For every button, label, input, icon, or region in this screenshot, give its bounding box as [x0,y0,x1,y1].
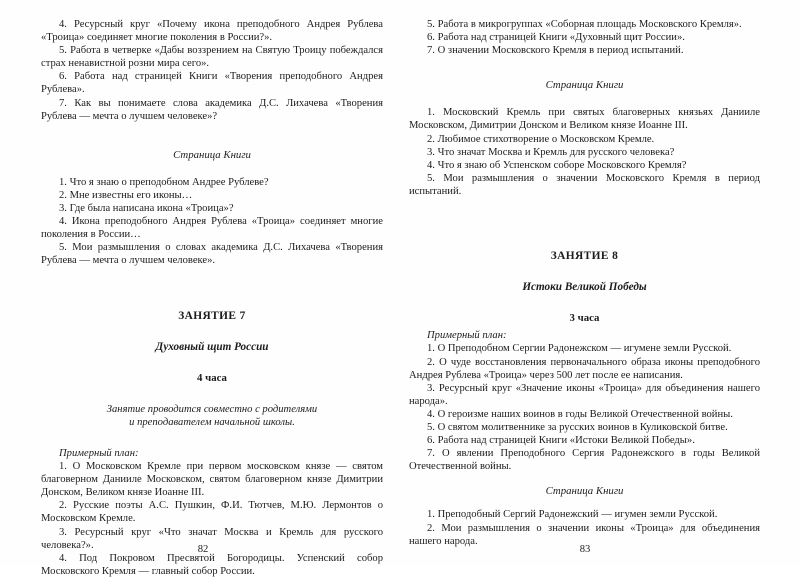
list-item: 1. Что я знаю о преподобном Андрее Рублеве? [59,176,269,188]
spacer [41,323,383,341]
spacer [41,429,383,447]
book-page-heading: Страница Книги [545,79,624,92]
spacer [41,354,383,372]
list-item: 4. Что я знаю об Успенском соборе Московского Кремля? [427,159,687,171]
list-item: 4. Под Покровом Пресвятой Богородицы. Успенский собор Московского Кремля — главный собор России. [41,552,383,577]
spacer [409,473,760,485]
list-item: 1. О Преподобном Сергии Радонежском — игумене земли Русской. [427,343,732,355]
list-item: 2. Мне известны его иконы… [59,189,193,201]
list-item: 2. О чуде восстановления первоначального образа иконы преподобного Андрея Рублева «Троица» через 500 лет после ее написания. [409,356,760,381]
list-item: 5. О святом молитвеннике за русских воинов в Куликовской битве. [427,421,728,433]
list-item: 7. О значении Московского Кремля в период испытаний. [427,45,684,57]
right-continued-list [409,18,760,57]
spacer [41,162,383,176]
plan-label: Примерный план: [59,447,139,459]
spacer [41,298,383,310]
spacer [409,198,760,228]
page-number-left: 82 [197,544,209,555]
lesson-title: Духовный щит России [155,340,269,353]
list-item: 5. Работа в микрогруппах «Соборная площадь Московского Кремля». [427,19,742,30]
lesson-title: Истоки Великой Победы [522,281,647,294]
lesson-note-line-1: Занятие проводится совместно с родителями [106,403,318,415]
list-item: 4. Ресурсный круг «Почему икона преподобного Андрея Рублева «Троица» соединяет многие поколения в России?». [41,19,383,44]
list-item: 3. Где была написана икона «Троица»? [59,203,234,215]
list-item: 3. Что значат Москва и Кремль для русского человека? [427,146,675,158]
spacer [409,263,760,281]
right-page-column [409,18,760,547]
lesson-number-heading: ЗАНЯТИЕ 7 [178,309,246,322]
list-item: 3. Ресурсный круг «Значение иконы «Троица» для объединения нашего народа». [409,382,760,407]
right-book-page-items [409,106,760,198]
spacer [41,385,383,403]
list-item: 5. Мои размышления о словах академика Д.С. Лихачева «Творения Рублева — мечта о лучшем человеке». [41,242,383,267]
left-plan-items [41,460,383,578]
book-page-heading: Страница Книги [173,148,251,161]
lesson-note-line-2: и преподавателем начальной школы. [129,416,295,428]
list-item: 1. Московский Кремль при святых благоверных князьях Данииле Московском, Димитрии Донском и Великом князе Иоанне III. [409,107,760,132]
list-item: 2. Русские поэты А.С. Пушкин, Ф.И. Тютчев, М.Ю. Лермонтов о Московском Кремле. [41,500,383,525]
list-item: 3. Ресурсный круг «Что значат Москва и Кремль для русского человека?». [41,526,383,551]
lesson-number-heading: ЗАНЯТИЕ 8 [550,250,619,263]
list-item: 6. Работа над страницей Книги «Творения преподобного Андрея Рублева». [41,71,383,96]
lesson-hours: 4 часа [197,371,227,384]
list-item: 7. Как вы понимаете слова академика Д.С. Лихачева «Творения Рублева — мечта о лучшем человеке»? [41,97,383,122]
spacer [409,92,760,106]
lesson-hours: 3 часа [569,312,600,325]
list-item: 1. О Московском Кремле при первом московском князе — святом благоверном Данииле Московском, святом благоверном князе Димитрии Донском, Великом князе Иоанне III. [41,461,383,499]
spacer [409,228,760,250]
spacer [409,294,760,312]
list-item: 4. О героизме наших воинов в годы Великой Отечественной войны. [427,408,733,420]
list-item: 4. Икона преподобного Андрея Рублева «Троица» соединяет многие поколения в России… [41,216,383,241]
list-item: 5. Мои размышления о значении Московского Кремля в период испытаний. [409,172,760,197]
right-lesson-book-page-items [409,508,760,547]
book-page-heading: Страница Книги [545,485,624,498]
spacer [41,268,383,298]
list-item: 7. О явлении Преподобного Сергия Радонежского в годы Великой Отечественной войны. [409,448,760,473]
spacer [41,123,383,149]
list-item: 6. Работа над страницей Книги «Духовный щит России». [427,32,685,44]
list-item: 5. Работа в четверке «Дабы воззрением на Святую Троицу побеждался страх ненавистной розни мира сего». [41,45,383,70]
spacer [409,498,760,508]
page-number-right: 83 [579,544,591,555]
plan-label: Примерный план: [427,330,507,342]
right-plan-items [409,342,760,473]
list-item: 2. Любимое стихотворение о Московском Кремле. [427,133,655,145]
spacer [409,57,760,79]
list-item: 2. Мои размышления о значении иконы «Троица» для объединения нашего народа. [409,522,760,547]
list-item: 6. Работа над страницей Книги «Истоки Великой Победы». [427,435,695,447]
list-item: 1. Преподобный Сергий Радонежский — игумен земли Русской. [427,509,718,521]
left-book-page-items [41,176,383,268]
left-continued-list [41,18,383,123]
